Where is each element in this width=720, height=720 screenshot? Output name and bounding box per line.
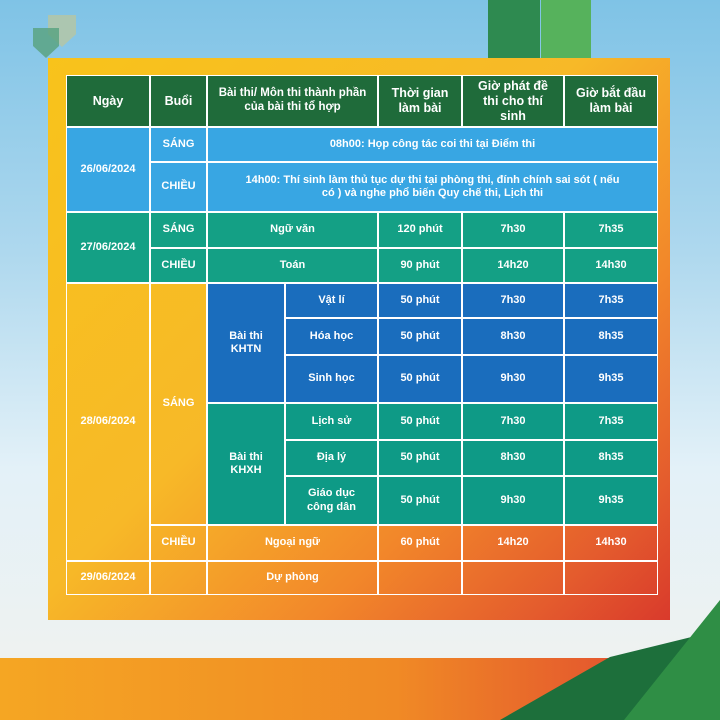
day2-afternoon-distribute: 14h20 <box>462 248 564 283</box>
day2-afternoon-duration: 90 phút <box>378 248 462 283</box>
khxh-label: Bài thi KHXH <box>207 403 285 525</box>
day2-morning-label: SÁNG <box>150 212 207 248</box>
header-date: Ngày <box>66 75 150 127</box>
khtn-distribute: 8h30 <box>462 318 564 355</box>
khxh-duration: 50 phút <box>378 403 462 440</box>
day3-afternoon-label: CHIỀU <box>150 525 207 561</box>
day4-duration-empty <box>378 561 462 595</box>
day2-afternoon-subject: Toán <box>207 248 378 283</box>
day1-morning-text: 08h00: Họp công tác coi thi tại Điểm thi <box>207 127 658 162</box>
day2-morning-subject: Ngữ văn <box>207 212 378 248</box>
day4-distribute-empty <box>462 561 564 595</box>
day2-afternoon-label: CHIỀU <box>150 248 207 283</box>
decor-green-block-dark <box>488 0 540 62</box>
day1-afternoon-label: CHIỀU <box>150 162 207 212</box>
khtn-distribute: 7h30 <box>462 283 564 318</box>
khtn-start: 7h35 <box>564 283 658 318</box>
khtn-subject: Vật lí <box>285 283 378 318</box>
day3-afternoon-duration: 60 phút <box>378 525 462 561</box>
day4-start-empty <box>564 561 658 595</box>
khtn-subject: Sinh học <box>285 355 378 403</box>
exam-schedule-table <box>48 58 670 620</box>
day4-date: 29/06/2024 <box>66 561 150 595</box>
khtn-duration: 50 phút <box>378 318 462 355</box>
khxh-duration: 50 phút <box>378 476 462 525</box>
khxh-subject: Địa lý <box>285 440 378 476</box>
khtn-start: 9h35 <box>564 355 658 403</box>
khxh-subject: Giáo dục công dân <box>285 476 378 525</box>
day1-afternoon-text: 14h00: Thí sinh làm thủ tục dự thi tại phòng thi, đính chính sai sót ( nếu có ) và nghe phổ biến Quy chế thi, Lịch thi <box>207 162 658 212</box>
khtn-subject: Hóa học <box>285 318 378 355</box>
decor-green-block-light <box>541 0 591 62</box>
header-start: Giờ bắt đầu làm bài <box>564 75 658 127</box>
header-distribute: Giờ phát đề thi cho thí sinh <box>462 75 564 127</box>
khtn-duration: 50 phút <box>378 283 462 318</box>
day2-morning-start: 7h35 <box>564 212 658 248</box>
day2-date: 27/06/2024 <box>66 212 150 283</box>
day1-morning-label: SÁNG <box>150 127 207 162</box>
day3-afternoon-distribute: 14h20 <box>462 525 564 561</box>
khxh-duration: 50 phút <box>378 440 462 476</box>
khxh-start: 8h35 <box>564 440 658 476</box>
khxh-start: 9h35 <box>564 476 658 525</box>
header-subject: Bài thi/ Môn thi thành phần của bài thi tổ hợp <box>207 75 378 127</box>
header-duration: Thời gian làm bài <box>378 75 462 127</box>
day2-morning-distribute: 7h30 <box>462 212 564 248</box>
day3-afternoon-subject: Ngoại ngữ <box>207 525 378 561</box>
khtn-duration: 50 phút <box>378 355 462 403</box>
day3-afternoon-start: 14h30 <box>564 525 658 561</box>
logo-shield-front <box>33 28 59 58</box>
day3-date: 28/06/2024 <box>66 283 150 561</box>
day1-date: 26/06/2024 <box>66 127 150 212</box>
day2-morning-duration: 120 phút <box>378 212 462 248</box>
khxh-distribute: 7h30 <box>462 403 564 440</box>
header-session: Buổi <box>150 75 207 127</box>
khtn-distribute: 9h30 <box>462 355 564 403</box>
khxh-distribute: 9h30 <box>462 476 564 525</box>
khtn-start: 8h35 <box>564 318 658 355</box>
day3-morning-label: SÁNG <box>150 283 207 525</box>
khtn-label: Bài thi KHTN <box>207 283 285 403</box>
day4-note: Dự phòng <box>207 561 378 595</box>
khxh-subject: Lịch sử <box>285 403 378 440</box>
day2-afternoon-start: 14h30 <box>564 248 658 283</box>
khxh-distribute: 8h30 <box>462 440 564 476</box>
khxh-start: 7h35 <box>564 403 658 440</box>
day4-session-empty <box>150 561 207 595</box>
